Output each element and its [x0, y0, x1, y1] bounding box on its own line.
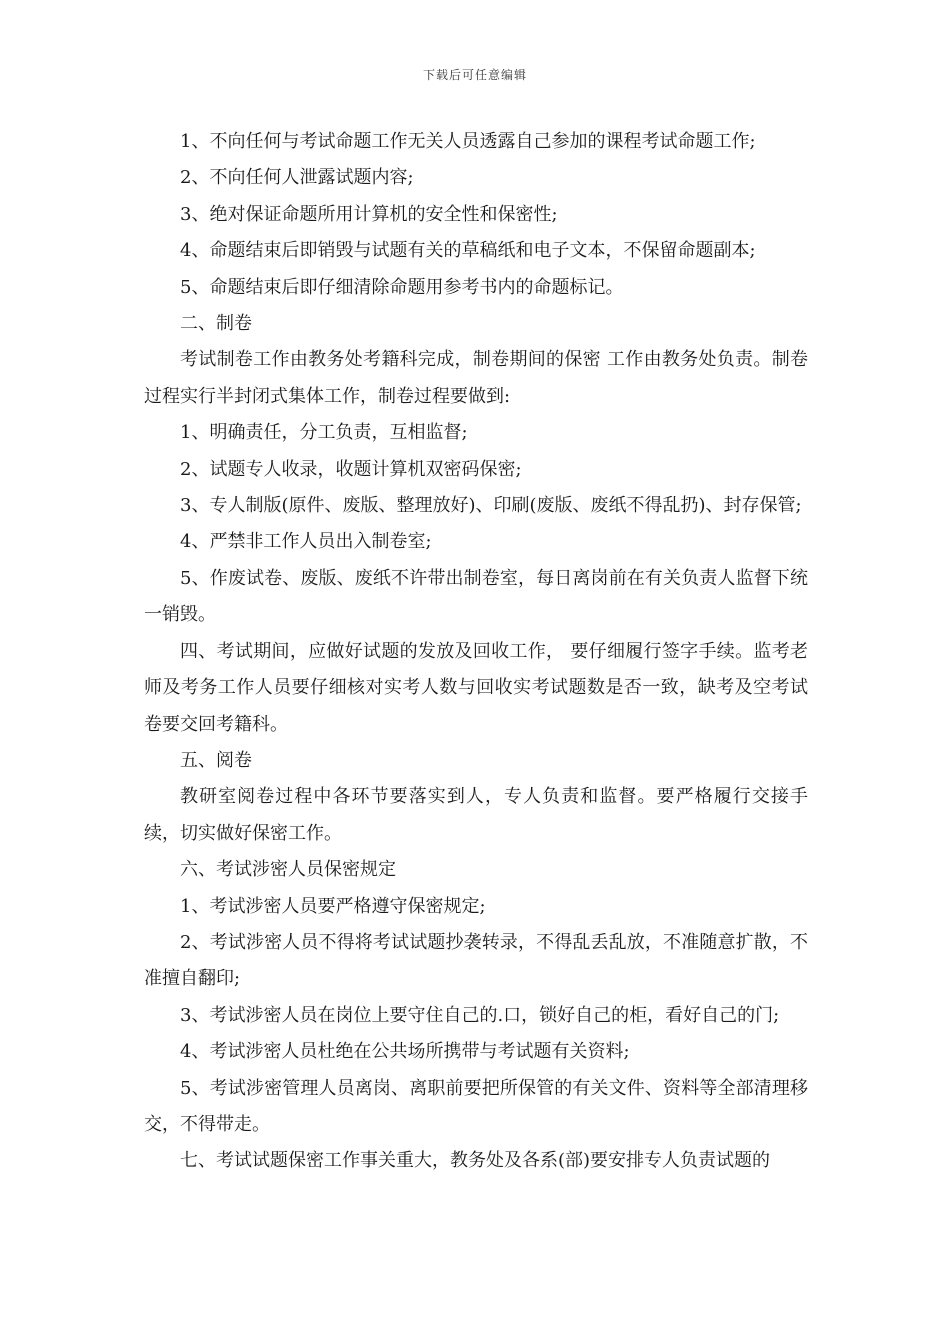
paragraph-staff-5: 5、考试涉密管理人员离岗、离职前要把所保管的有关文件、资料等全部清理移交，不得带走。 — [144, 1077, 808, 1135]
paragraph-rule-1: 1、不向任何与考试命题工作无关人员透露自己参加的课程考试命题工作; — [180, 131, 756, 152]
paragraph-staff-3: 3、考试涉密人员在岗位上要守住自己的.口，锁好自己的柜，看好自己的门; — [180, 1004, 780, 1026]
section-heading-2: 二、制卷 — [180, 313, 252, 335]
paragraph-prep-3: 3、专人制版(原件、废版、整理放好)、印刷(废版、废纸不得乱扔)、封存保管; — [180, 495, 802, 517]
paragraph-grading: 教研室阅卷过程中各环节要落实到人，专人负责和监督。要严格履行交接手续，切实做好保密工作。 — [144, 786, 808, 844]
section-heading-7: 七、考试试题保密工作事关重大，教务处及各系(部)要安排专人负责试题的 — [180, 1150, 771, 1172]
paragraph-rule-4: 4、命题结束后即销毁与试题有关的草稿纸和电子文本，不保留命题副本; — [180, 240, 756, 262]
page-header: 下载后可任意编辑 — [422, 68, 527, 82]
paragraph-rule-3: 3、绝对保证命题所用计算机的安全性和保密性; — [180, 203, 558, 225]
document-body — [144, 124, 808, 1180]
paragraph-rule-2: 2、不向任何人泄露试题内容; — [180, 167, 414, 189]
section-heading-4: 四、考试期间，应做好试题的发放及回收工作， 要仔细履行签字手续。监考老师及考务工作人员要仔细核对实考人数与回收实考试题数是否一致，缺考及空考试卷要交回考籍科。 — [144, 640, 808, 735]
paragraph-staff-1: 1、考试涉密人员要严格遵守保密规定; — [180, 895, 486, 917]
section-heading-5: 五、阅卷 — [180, 749, 252, 771]
paragraph-rule-5: 5、命题结束后即仔细清除命题用参考书内的命题标记。 — [180, 276, 624, 298]
paragraph-prep-4: 4、严禁非工作人员出入制卷室; — [180, 531, 432, 553]
paragraph-prep-1: 1、明确责任，分工负责，互相监督; — [180, 422, 468, 444]
paragraph-staff-4: 4、考试涉密人员杜绝在公共场所携带与考试题有关资料; — [180, 1041, 630, 1063]
section-heading-6: 六、考试涉密人员保密规定 — [180, 859, 396, 881]
paragraph-prep-5: 5、作废试卷、废版、废纸不许带出制卷室，每日离岗前在有关负责人监督下统一销毁。 — [144, 567, 808, 626]
paragraph-staff-2: 2、考试涉密人员不得将考试试题抄袭转录，不得乱丢乱放，不准随意扩散，不准擅自翻印; — [144, 931, 808, 990]
paragraph-paper-prep-intro: 考试制卷工作由教务处考籍科完成，制卷期间的保密 工作由教务处负责。制卷过程实行半封闭式集体工作，制卷过程要做到: — [144, 349, 808, 407]
paragraph-prep-2: 2、试题专人收录，收题计算机双密码保密; — [180, 458, 522, 480]
